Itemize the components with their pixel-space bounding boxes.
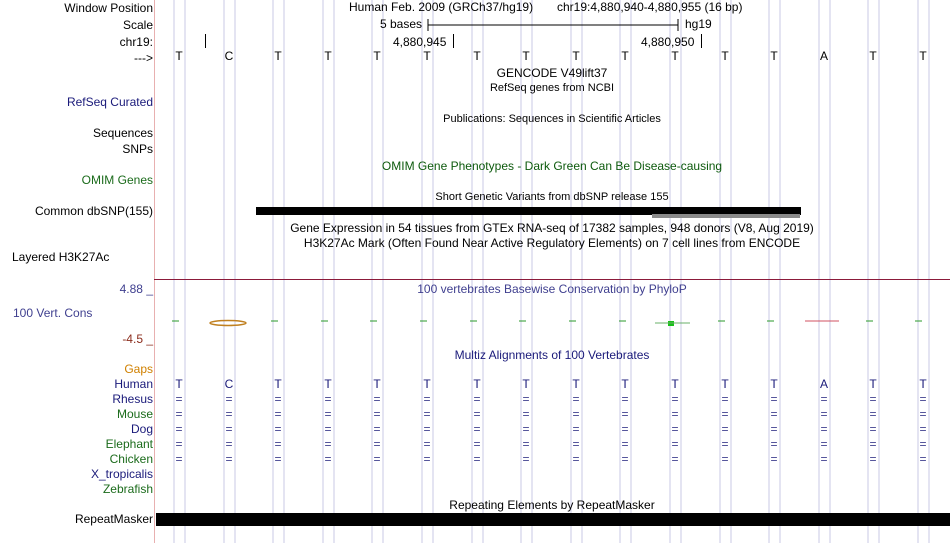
cons-min-label: -4.5 _	[122, 332, 153, 346]
base-letter: =	[423, 392, 431, 406]
base-letter: =	[572, 407, 580, 421]
repeatmasker-feature-bar[interactable]	[156, 513, 950, 526]
base-letter: T	[522, 49, 530, 63]
base-letter: T	[274, 377, 282, 391]
base-letter: T	[473, 377, 481, 391]
position-readout: chr19:4,880,940-4,880,955 (16 bp)	[557, 0, 743, 14]
species-rhesus-label: Rhesus	[112, 392, 153, 406]
base-letter: =	[225, 437, 233, 451]
base-letter: =	[473, 452, 481, 466]
base-letter: =	[473, 392, 481, 406]
base-letter: =	[869, 452, 877, 466]
base-letter: T	[423, 377, 431, 391]
base-letter: T	[621, 377, 629, 391]
species-dog-label: Dog	[130, 422, 153, 436]
base-letter: =	[373, 422, 381, 436]
base-letter: A	[819, 49, 828, 63]
base-letter: =	[473, 407, 481, 421]
base-letter: =	[869, 392, 877, 406]
base-letter: T	[175, 377, 183, 391]
chrom-label: chr19:	[119, 35, 153, 49]
ruler-tick-1	[453, 34, 454, 48]
base-letter: =	[324, 452, 332, 466]
base-letter: =	[373, 452, 381, 466]
cons-track-label[interactable]: 100 Vert. Cons	[13, 306, 93, 320]
scale-bar	[426, 18, 682, 32]
h3k27ac-track-title: H3K27Ac Mark (Often Found Near Active Regulatory Elements) on 7 cell lines from ENCODE	[303, 236, 801, 250]
base-letter: =	[324, 407, 332, 421]
ruler-tick-2	[701, 34, 702, 48]
base-letter: T	[621, 49, 629, 63]
window-position-label: Window Position	[64, 1, 153, 15]
base-letter: =	[671, 437, 679, 451]
base-letter: =	[721, 407, 729, 421]
base-letter: =	[423, 437, 431, 451]
base-letter: =	[919, 422, 927, 436]
scale-text: 5 bases	[380, 17, 423, 31]
cons-track-title: 100 vertebrates Basewise Conservation by PhyloP	[417, 282, 687, 296]
base-letter: T	[423, 49, 431, 63]
base-letter: =	[225, 452, 233, 466]
base-letter: T	[572, 49, 580, 63]
base-letter: =	[919, 392, 927, 406]
base-letter: =	[919, 452, 927, 466]
dbsnp-feature-shade	[652, 214, 800, 218]
base-letter: T	[671, 377, 679, 391]
dbsnp-track-label[interactable]: Common dbSNP(155)	[34, 204, 153, 218]
base-letter: =	[621, 437, 629, 451]
base-letter: T	[324, 377, 332, 391]
base-letter: =	[274, 452, 282, 466]
base-letter: =	[820, 407, 828, 421]
track-divider	[154, 279, 950, 280]
base-letter: T	[869, 49, 877, 63]
base-letter: T	[869, 377, 877, 391]
multiz-track-title: Multiz Alignments of 100 Vertebrates	[454, 348, 650, 362]
base-letter: T	[919, 49, 927, 63]
base-letter: T	[572, 377, 580, 391]
base-letter: =	[869, 437, 877, 451]
base-letter: =	[175, 392, 183, 406]
strand-label: --->	[134, 51, 153, 65]
base-letter: T	[770, 377, 778, 391]
refseq-track-subtitle: RefSeq genes from NCBI	[489, 82, 615, 94]
base-letter: T	[373, 377, 381, 391]
base-letter: =	[721, 452, 729, 466]
scale-db: hg19	[685, 17, 712, 31]
sequences-track-label[interactable]: Sequences	[92, 126, 153, 140]
base-letter: =	[522, 407, 530, 421]
repeatmasker-track-label[interactable]: RepeatMasker	[74, 512, 153, 526]
base-letter: =	[919, 407, 927, 421]
base-letter: =	[572, 452, 580, 466]
base-letter: =	[373, 407, 381, 421]
species-human-label: Human	[114, 377, 153, 391]
base-letter: =	[671, 452, 679, 466]
species-xtropicalis-label: X_tropicalis	[90, 467, 153, 481]
base-letter: =	[324, 437, 332, 451]
base-letter: =	[621, 407, 629, 421]
base-letter: =	[621, 452, 629, 466]
base-letter: T	[473, 49, 481, 63]
base-letter: =	[820, 392, 828, 406]
base-letter: =	[621, 422, 629, 436]
omim-track-label[interactable]: OMIM Genes	[81, 173, 153, 187]
base-letter: =	[770, 437, 778, 451]
base-letter: =	[373, 392, 381, 406]
base-letter: =	[324, 392, 332, 406]
base-letter: =	[225, 407, 233, 421]
base-letter: =	[820, 452, 828, 466]
base-letter: T	[274, 49, 282, 63]
base-letter: =	[770, 392, 778, 406]
refseq-track-label[interactable]: RefSeq Curated	[66, 95, 153, 109]
base-letter: =	[721, 422, 729, 436]
base-letter: =	[175, 407, 183, 421]
h3k27ac-track-label[interactable]: Layered H3K27Ac	[12, 250, 110, 264]
base-letter: =	[671, 407, 679, 421]
cons-max-label: 4.88 _	[119, 282, 153, 296]
base-letter: =	[423, 452, 431, 466]
base-letter: =	[572, 392, 580, 406]
assembly-title: Human Feb. 2009 (GRCh37/hg19)	[349, 0, 534, 14]
base-letter: =	[770, 422, 778, 436]
base-letter: =	[522, 392, 530, 406]
base-letter: T	[671, 49, 679, 63]
base-letter: T	[721, 49, 729, 63]
base-letter: T	[324, 49, 332, 63]
base-letter: =	[274, 392, 282, 406]
base-letter: =	[175, 437, 183, 451]
base-letter: =	[225, 392, 233, 406]
base-letter: =	[770, 407, 778, 421]
base-letter: =	[175, 452, 183, 466]
base-letter: =	[869, 407, 877, 421]
base-letter: C	[224, 49, 234, 63]
base-letter: T	[522, 377, 530, 391]
base-letter: =	[721, 437, 729, 451]
base-letter: =	[919, 437, 927, 451]
species-elephant-label: Elephant	[105, 437, 153, 451]
base-letter: A	[819, 377, 828, 391]
base-letter: T	[175, 49, 183, 63]
base-letter: =	[274, 437, 282, 451]
base-letter: =	[671, 422, 679, 436]
base-letter: =	[671, 392, 679, 406]
base-letter: =	[274, 407, 282, 421]
base-letter: T	[721, 377, 729, 391]
base-letter: =	[423, 422, 431, 436]
base-letter: =	[225, 422, 233, 436]
base-letter: =	[324, 422, 332, 436]
snps-track-label[interactable]: SNPs	[122, 142, 153, 156]
track-label-border	[154, 0, 155, 543]
base-letter: =	[770, 452, 778, 466]
repeatmasker-track-title: Repeating Elements by RepeatMasker	[449, 498, 655, 512]
base-letter: =	[522, 452, 530, 466]
base-letter: =	[473, 437, 481, 451]
base-letter: T	[770, 49, 778, 63]
base-letter: =	[373, 437, 381, 451]
base-letter: =	[175, 422, 183, 436]
base-letter: T	[373, 49, 381, 63]
base-letter: =	[473, 422, 481, 436]
base-letter: T	[919, 377, 927, 391]
publications-track-title: Publications: Sequences in Scientific Articles	[443, 113, 661, 125]
species-zebrafish-label: Zebrafish	[102, 482, 153, 496]
species-mouse-label: Mouse	[116, 407, 153, 421]
species-chicken-label: Chicken	[109, 452, 153, 466]
base-letter: =	[522, 437, 530, 451]
base-letter: =	[572, 437, 580, 451]
ruler-tick-label-1: 4,880,945	[393, 35, 447, 49]
base-letter: =	[423, 407, 431, 421]
base-letter: =	[274, 422, 282, 436]
gaps-label: Gaps	[124, 362, 153, 376]
ruler-tick-label-2: 4,880,950	[641, 35, 695, 49]
dbsnp-track-title: Short Genetic Variants from dbSNP release 155	[435, 191, 669, 203]
base-letter: =	[721, 392, 729, 406]
gtex-track-title: Gene Expression in 54 tissues from GTEx RNA-seq of 17382 samples, 948 donors (V8, Aug 2019)	[290, 221, 814, 235]
base-letter: =	[572, 422, 580, 436]
conservation-plot	[155, 312, 950, 332]
base-letter: =	[820, 437, 828, 451]
gencode-track-title: GENCODE V49lift37	[496, 66, 608, 80]
base-letter: =	[869, 422, 877, 436]
base-letter: =	[522, 422, 530, 436]
base-letter: =	[820, 422, 828, 436]
base-letter: =	[621, 392, 629, 406]
omim-track-title: OMIM Gene Phenotypes - Dark Green Can Be Disease-causing	[381, 159, 723, 173]
base-letter: C	[224, 377, 234, 391]
scale-label: Scale	[122, 18, 153, 32]
ruler-tick-0	[205, 34, 206, 48]
